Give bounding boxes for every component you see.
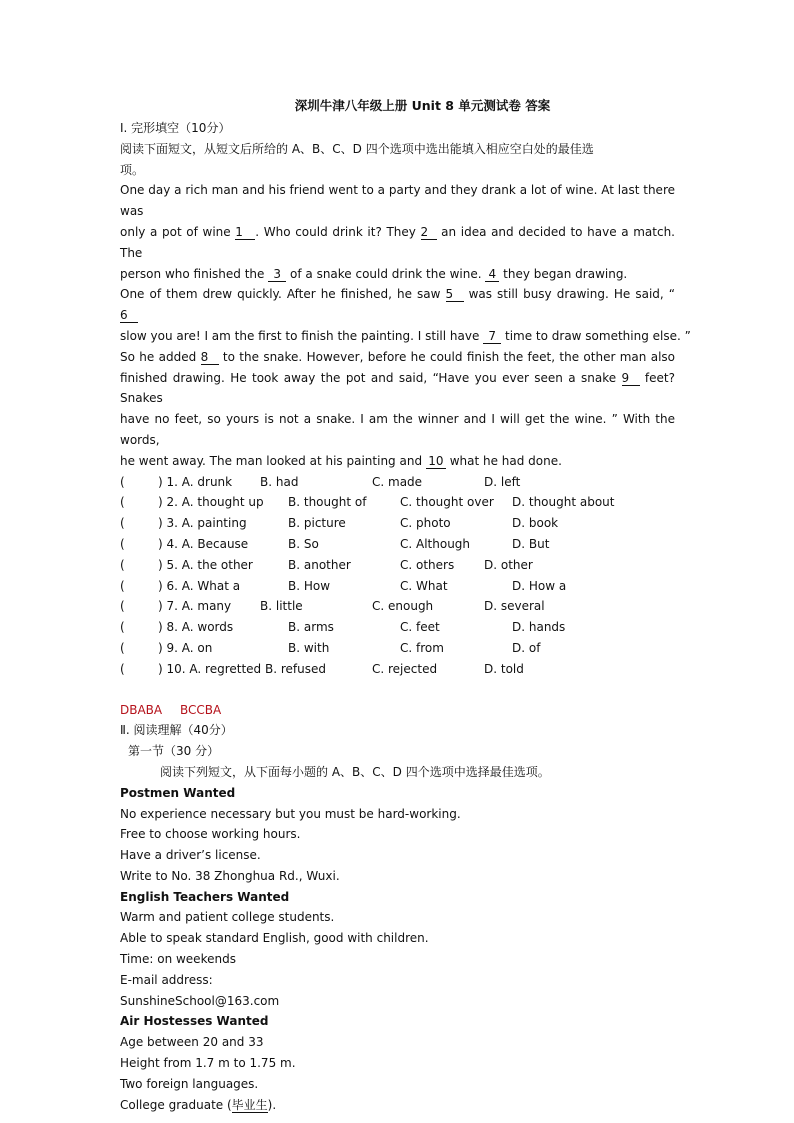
ad-line: Height from 1.7 m to 1.75 m.: [120, 1056, 296, 1071]
ad-title: Air Hostesses Wanted: [120, 1014, 269, 1029]
blank-2: 2: [421, 225, 437, 240]
question-row: ( ) 5. A. the other B. another C. others D. other: [120, 557, 533, 572]
question-row: ( ) 4. A. Because B. So C. Although D. But: [120, 536, 550, 551]
email-address: SunshineSchool@163.com: [120, 993, 280, 1008]
ad-line: No experience necessary but you must be hard-working.: [120, 806, 461, 821]
passage-line: he went away. The man looked at his painting and 10 what he had done.: [120, 453, 562, 468]
ad-line: Warm and patient college students.: [120, 910, 335, 925]
question-row: ( ) 2. A. thought up B. thought of C. thought over D. thought about: [120, 495, 615, 510]
ad-line: Write to No. 38 Zhonghua Rd., Wuxi.: [120, 868, 340, 883]
ad-english-teachers: [120, 887, 675, 1012]
blank-6: 6: [120, 308, 138, 323]
document-page: [120, 94, 691, 1115]
blank-1: 1: [235, 225, 255, 240]
passage-line: One of them drew quickly. After he finished, he saw 5 was still busy drawing. He said, “ 6: [120, 287, 675, 323]
ad-line: Time: on weekends: [120, 952, 236, 967]
section1-heading: Ⅰ. 完形填空（10分）: [120, 121, 231, 135]
section1-instruction: 阅读下面短文，从短文后所给的 A、B、C、D 四个选项中选出能填入相应空白处的最佳选: [120, 141, 594, 156]
underlined-term: 毕业生: [231, 1097, 268, 1112]
ad-line: E-mail address:: [120, 972, 213, 987]
passage-line: have no feet, so yours is not a snake. I am the winner and I will get the wine. ” With the words,: [120, 412, 675, 447]
blank-7: 7: [483, 329, 501, 344]
passage-line: person who finished the 3 of a snake could drink the wine. 4 they began drawing.: [120, 266, 628, 281]
answer-group-2: BCCBA: [180, 702, 222, 717]
question-row: ( ) 7. A. many B. little C. enough D. several: [120, 599, 545, 614]
blank-9: 9: [622, 371, 640, 386]
passage-line: slow you are! I am the first to finish the painting. I still have 7 time to draw something else. ”: [120, 328, 691, 343]
passage-line: only a pot of wine 1 . Who could drink it? They 2 an idea and decided to have a match. The: [120, 224, 675, 260]
ad-title: Postmen Wanted: [120, 785, 236, 800]
section2-heading: Ⅱ. 阅读理解（40分）: [120, 723, 233, 738]
question-row: ( ) 10. A. regretted B. refused C. rejected D. told: [120, 661, 524, 676]
section2-subheading: 第一节（30 分）: [128, 744, 220, 759]
ad-line: Two foreign languages.: [120, 1076, 259, 1091]
cloze-passage: [120, 180, 691, 471]
ad-line: Able to speak standard English, good with children.: [120, 931, 429, 946]
ad-line: Have a driver’s license.: [120, 848, 261, 863]
ad-line: Free to choose working hours.: [120, 827, 301, 842]
question-row: ( ) 3. A. painting B. picture C. photo D. book: [120, 516, 559, 531]
ad-title: English Teachers Wanted: [120, 889, 290, 904]
passage-line: One day a rich man and his friend went to a party and they drank a lot of wine. At last there was: [120, 183, 675, 219]
question-row: ( ) 8. A. words B. arms C. feet D. hands: [120, 620, 566, 635]
blank-4: 4: [485, 267, 499, 282]
ad-line: College graduate (毕业生).: [120, 1097, 277, 1112]
question-row: ( ) 9. A. on B. with C. from D. of: [120, 640, 541, 655]
page-title: 深圳牛津八年级上册 Unit 8 单元测试卷 答案: [294, 98, 551, 113]
blank-5: 5: [446, 287, 464, 302]
blank-8: 8: [201, 350, 219, 365]
answer-key: [120, 700, 675, 721]
answer-group-1: DBABA: [120, 702, 163, 717]
ad-line: Age between 20 and 33: [120, 1035, 264, 1050]
question-row: ( ) 1. A. drunk B. had C. made D. left: [120, 474, 521, 489]
question-row: ( ) 6. A. What a B. How C. What D. How a: [120, 578, 567, 593]
ad-postmen: [120, 783, 675, 887]
ad-air-hostesses: [120, 1011, 675, 1115]
passage-line: finished drawing. He took away the pot and said, “Have you ever seen a snake 9 feet? Snakes: [120, 370, 675, 406]
passage-line: So he added 8 to the snake. However, before he could finish the feet, the other man also: [120, 349, 676, 364]
section1-instruction-cont: 项。: [120, 162, 145, 177]
section2-instruction: 阅读下列短文，从下面每小题的 A、B、C、D 四个选项中选择最佳选项。: [160, 764, 550, 779]
blank-10: 10: [426, 454, 446, 469]
blank-3: 3: [268, 267, 286, 282]
question-list: [120, 472, 675, 680]
